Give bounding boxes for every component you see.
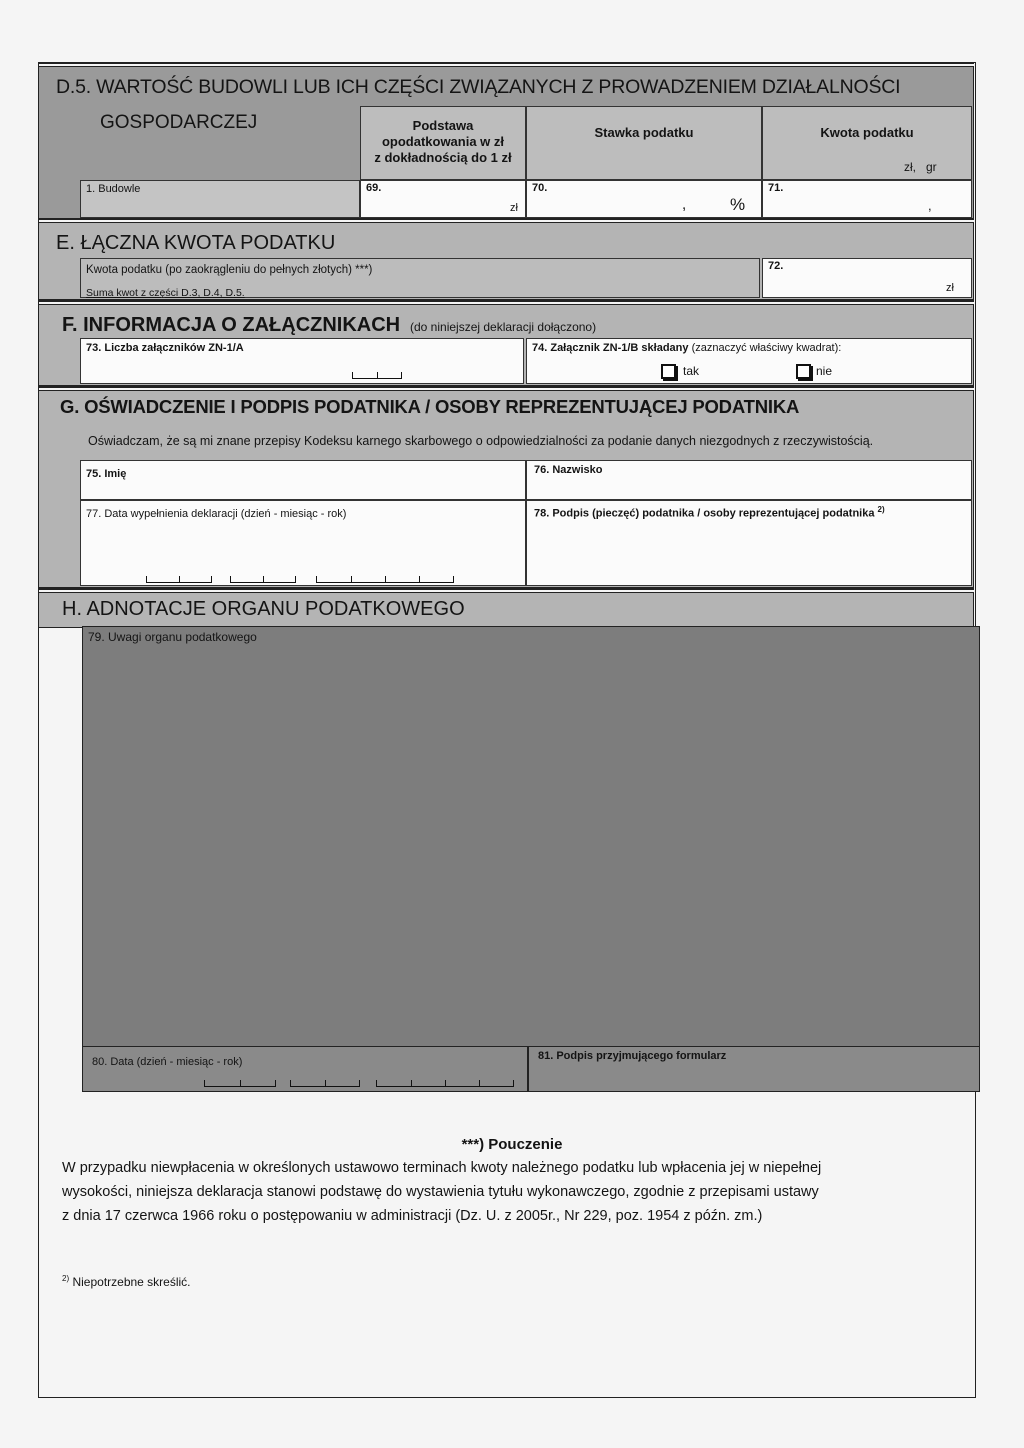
field-77-year-boxes[interactable] [316,576,454,583]
field-77-month-boxes[interactable] [230,576,296,583]
section-e-title: E. ŁĄCZNA KWOTA PODATKU [56,232,336,254]
section-e-label: Kwota podatku (po zaokrągleniu do pełnych złotych) ***) [86,264,373,276]
field-75[interactable] [80,460,526,500]
checkbox-tak[interactable] [661,364,676,379]
section-e-sub: Suma kwot z części D.3, D.4, D.5. [86,287,245,299]
header-amount-unit: zł, gr [904,160,937,174]
section-g-title: G. OŚWIADCZENIE I PODPIS PODATNIKA / OSOBY REPREZENTUJĄCEJ PODATNIKA [60,396,800,417]
checkbox-nie[interactable] [796,364,811,379]
section-f-title: F. INFORMACJA O ZAŁĄCZNIKACH [62,314,401,336]
field-70-percent: % [730,195,746,214]
field-79-label: 79. Uwagi organu podatkowego [88,630,257,644]
field-72-label: 72. [768,260,784,272]
notice-title: ***) Pouczenie [461,1136,563,1153]
field-77-label: 77. Data wypełnienia deklaracji (dzień - miesiąc - rok) [86,508,347,520]
section-h-title: H. ADNOTACJE ORGANU PODATKOWEGO [62,598,465,620]
field-80-year-boxes[interactable] [376,1080,514,1087]
field-72-unit: zł [946,282,954,294]
field-79-area[interactable] [82,626,980,1048]
field-76-label: 76. Nazwisko [534,464,603,476]
header-base-line2: opodatkowania w zł [381,134,505,149]
field-75-label: 75. Imię [86,468,127,480]
header-rate [526,106,762,180]
field-81-label: 81. Podpis przyjmującego formularz [538,1050,727,1062]
header-rate-label: Stawka podatku [594,125,694,140]
section-g-statement: Oświadczam, że są mi znane przepisy Kodeksu karnego skarbowego o odpowiedzialności za podanie danych niezgodnych z rzeczywistością. [88,434,874,448]
field-77-day-boxes[interactable] [146,576,212,583]
field-69[interactable] [360,180,526,218]
field-73-digit-boxes[interactable] [352,372,402,379]
footnote: $^{2)}$ Niepotrzebne skreślić. [62,1274,191,1289]
section-d5-title-cont: GOSPODARCZEJ [100,112,258,133]
header-amount [762,106,972,180]
header-amount-label: Kwota podatku [820,125,914,140]
field-69-unit: zł [510,202,518,214]
row-budowle-label-text: 1. Budowle [86,183,141,195]
field-70-label: 70. [532,182,548,194]
header-base-line1: Podstawa [412,118,474,133]
field-70-comma: , [682,196,687,213]
notice-line-1: W przypadku niewpłacenia w określonych ustawowo terminach kwoty należnego podatku lub wpłacenia jej w niepełnej [62,1160,822,1176]
field-73-label: 73. Liczba załączników ZN-1/A [86,342,244,354]
field-70[interactable] [526,180,762,218]
header-base-line3: z dokładnością do 1 zł [374,150,512,165]
field-74-label: 74. Załącznik ZN-1/B składany (zaznaczyć właściwy kwadrat): [532,342,842,354]
notice-line-3: z dnia 17 czerwca 1966 roku o postępowaniu w administracji (Dz. U. z 2005r., Nr 229, poz. 1954 z późn. zm.) [62,1208,763,1224]
notice-line-2: wysokości, niniejsza deklaracja stanowi podstawę do wystawienia tytułu wykonawczego, zgodnie z przepisami ustawy [62,1184,819,1200]
field-80-label: 80. Data (dzień - miesiąc - rok) [92,1056,243,1068]
section-d5-title: D.5. WARTOŚĆ BUDOWLI LUB ICH CZĘŚCI ZWIĄZANYCH Z PROWADZENIEM DZIAŁALNOŚCI [56,76,901,98]
checkbox-nie-label: nie [816,364,833,378]
field-71[interactable] [762,180,972,218]
field-80-day-boxes[interactable] [204,1080,276,1087]
checkbox-tak-label: tak [683,364,700,378]
section-f-title-note: (do niniejszej deklaracji dołączono) [410,320,597,334]
field-78-label: 78. Podpis (pieczęć) podatnika / osoby reprezentującej podatnika $^{2)}$ [534,505,885,520]
field-71-comma: , [928,198,932,213]
field-72[interactable] [762,258,972,298]
field-71-label: 71. [768,182,784,194]
field-80-month-boxes[interactable] [290,1080,360,1087]
field-69-label: 69. [366,182,382,194]
